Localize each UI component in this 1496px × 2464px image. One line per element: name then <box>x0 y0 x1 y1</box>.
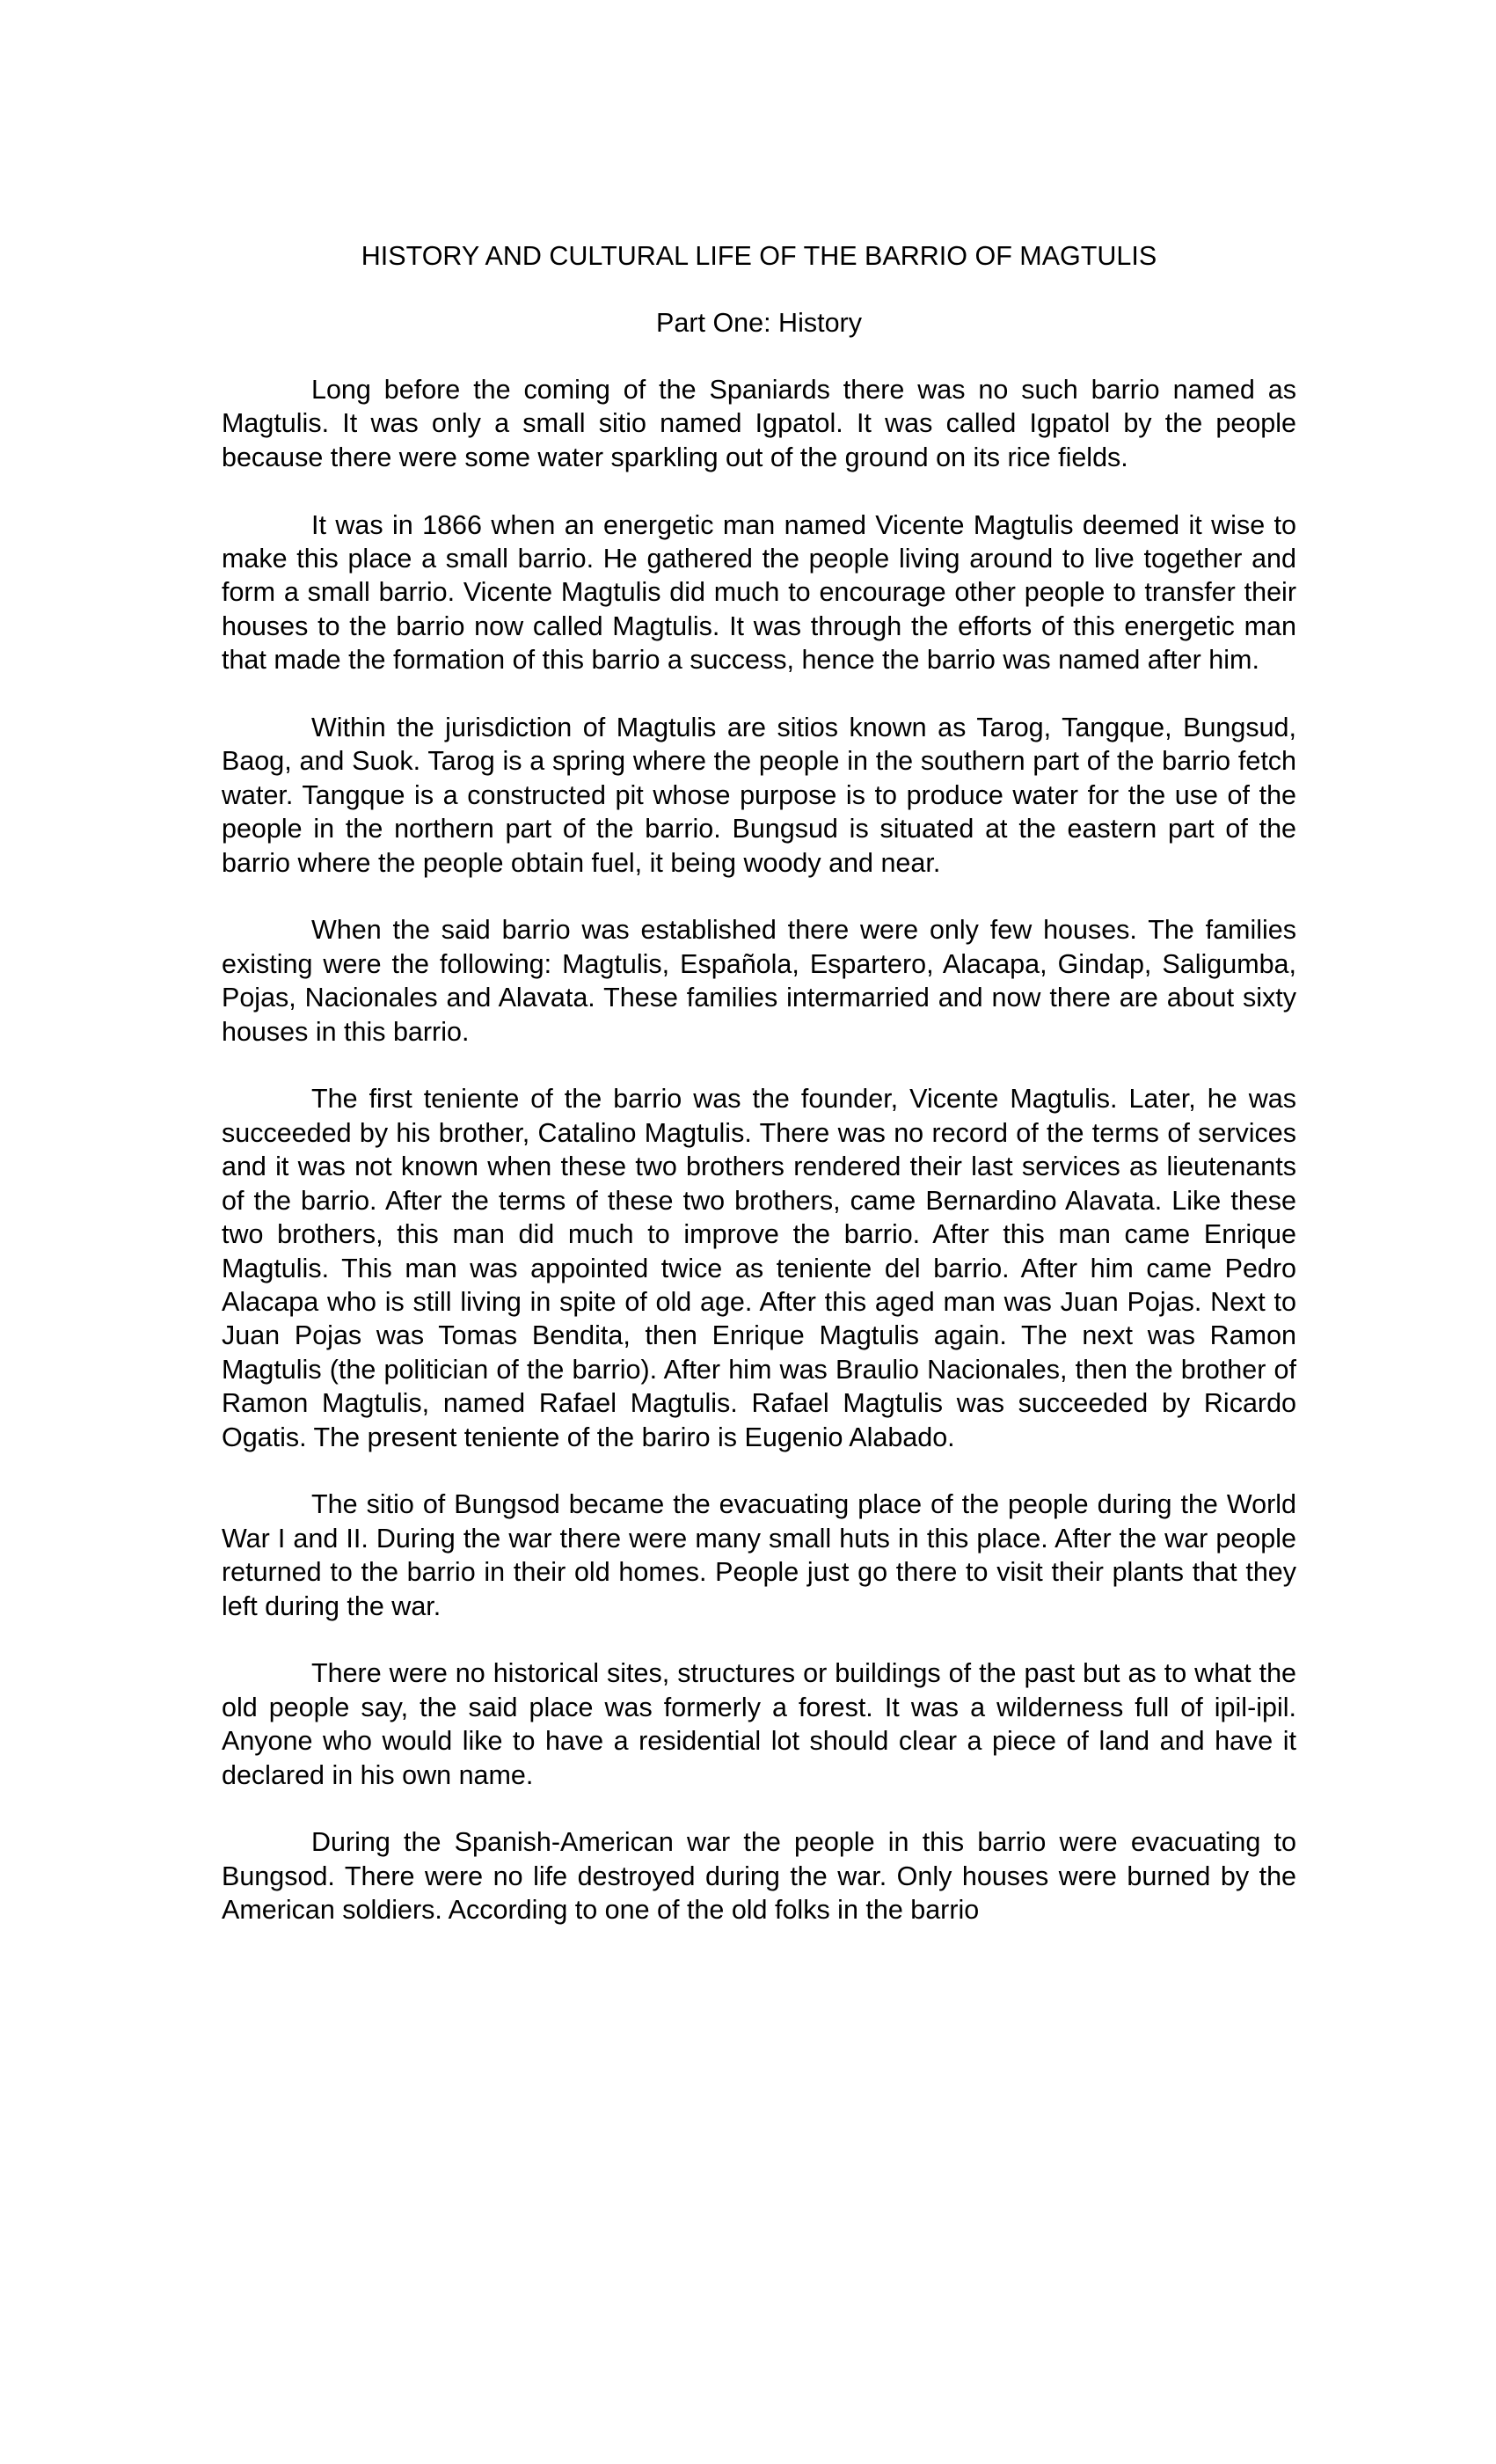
paragraph-5: The first teniente of the barrio was the founder, Vicente Magtulis. Later, he was succeeded by his brother, Catalino Magtulis. There was no record of the terms of services and it was not known when these two brothers rendered their last services as lieutenants of the barrio. After the terms of these two brothers, came Bernardino Alavata. Like these two brothers, this man did much to improve the barrio. After this man came Enrique Magtulis. This man was appointed twice as teniente del barrio. After him came Pedro Alacapa who is still living in spite of old age. After this aged man was Juan Pojas. Next to Juan Pojas was Tomas Bendita, then Enrique Magtulis again. The next was Ramon Magtulis (the politician of the barrio). After him was Braulio Nacionales, then the brother of Ramon Magtulis, named Rafael Magtulis. Rafael Magtulis was succeeded by Ricardo Ogatis. The present teniente of the bariro is Eugenio Alabado. <box>222 1084 1296 1452</box>
paragraph-8: During the Spanish-American war the people in this barrio were evacuating to Bungsod. There were no life destroyed during the war. Only houses were burned by the American soldiers. According to one of the old folks in the barrio <box>222 1827 1296 1926</box>
paragraph-4: When the said barrio was established there were only few houses. The families existing were the following: Magtulis, Española, Espartero, Alacapa, Gindap, Saligumba, Pojas, Nacionales and Alavata. These families intermarried and now there are about sixty houses in this barrio. <box>222 915 1296 1047</box>
paragraph-1: Long before the coming of the Spaniards there was no such barrio named as Magtulis. It was only a small sitio named Igpatol. It was called Igpatol by the people because there were some water sparkling out of the ground on its rice fields. <box>222 375 1296 472</box>
section-heading: Part One: History <box>656 308 862 338</box>
paragraph-6: The sitio of Bungsod became the evacuating place of the people during the World War I and II. During the war there were many small huts in this place. After the war people returned to the barrio in their old homes. People just go there to visit their plants that they left during the war. <box>222 1489 1296 1621</box>
paragraph-3: Within the jurisdiction of Magtulis are sitios known as Tarog, Tangque, Bungsud, Baog, and Suok. Tarog is a spring where the people in the southern part of the barrio fetch water. Tangque is a constructed pit whose purpose is to produce water for the use of the people in the northern part of the barrio. Bungsud is situated at the eastern part of the barrio where the people obtain fuel, it being woody and near. <box>222 713 1296 878</box>
paragraph-7: There were no historical sites, structures or buildings of the past but as to what the old people say, the said place was formerly a forest. It was a wilderness full of ipil-ipil. Anyone who would like to have a residential lot should clear a piece of land and have it declared in his own name. <box>222 1658 1296 1790</box>
document-title: HISTORY AND CULTURAL LIFE OF THE BARRIO OF MAGTULIS <box>361 241 1157 271</box>
document-body <box>222 239 1296 1961</box>
paragraph-2: It was in 1866 when an energetic man named Vicente Magtulis deemed it wise to make this place a small barrio. He gathered the people living around to live together and form a small barrio. Vicente Magtulis did much to encourage other people to transfer their houses to the barrio now called Magtulis. It was through the efforts of this energetic man that made the formation of this barrio a success, hence the barrio was named after him. <box>222 509 1296 676</box>
